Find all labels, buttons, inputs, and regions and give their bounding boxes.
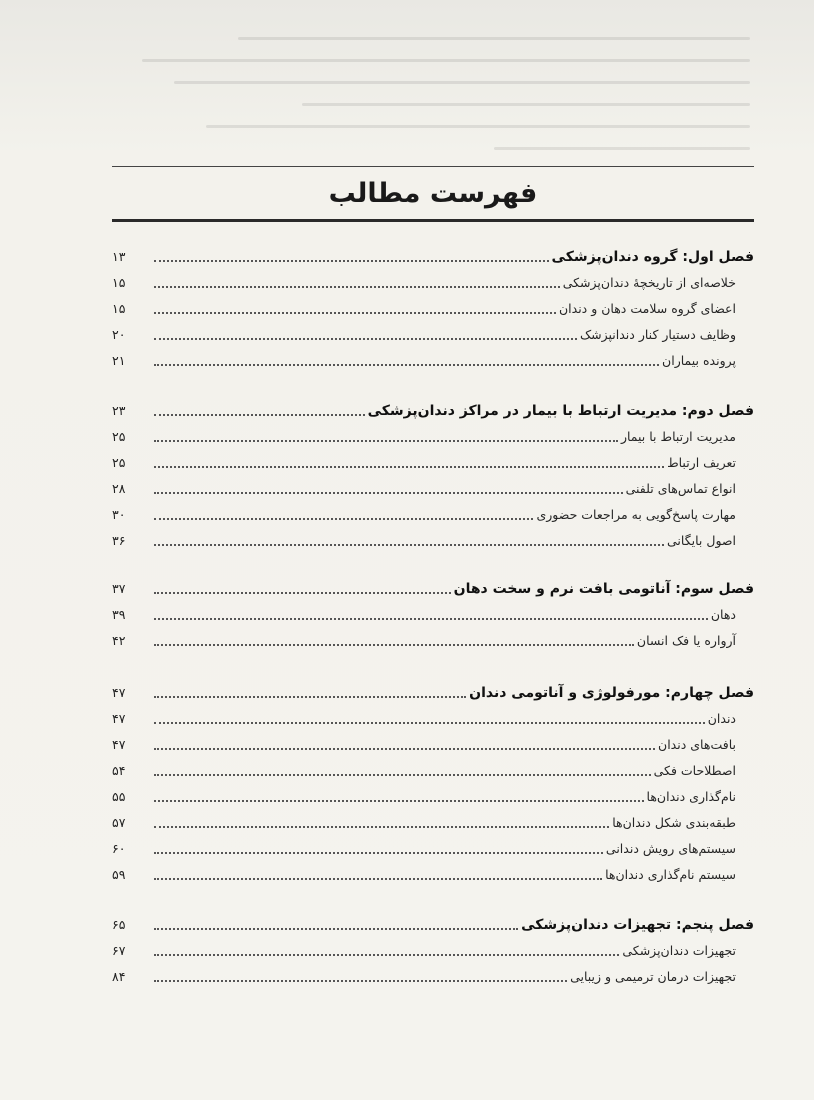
page-number: ۵۵ <box>112 789 126 804</box>
toc-item[interactable] <box>112 270 754 292</box>
item-title: آرواره یا فک انسان <box>636 633 736 648</box>
toc-chapter-4[interactable] <box>112 680 754 702</box>
page-number: ۶۷ <box>112 943 126 958</box>
page-number: ۸۴ <box>112 969 126 984</box>
item-title: وظایف دستیار کنار دندانپزشک <box>579 327 736 342</box>
page-number: ۳۰ <box>112 507 126 522</box>
page-number: ۴۷ <box>112 685 126 700</box>
page-number: ۲۳ <box>112 403 126 418</box>
page-number: ۱۳ <box>112 249 126 264</box>
leader-dots <box>154 414 365 416</box>
toc-item[interactable] <box>112 348 754 370</box>
toc-item[interactable] <box>112 810 754 832</box>
toc-item[interactable] <box>112 322 754 344</box>
toc-item[interactable] <box>112 476 754 498</box>
toc-item[interactable] <box>112 706 754 728</box>
toc-chapter-1[interactable] <box>112 244 754 266</box>
toc-item[interactable] <box>112 862 754 884</box>
item-title: طبقه‌بندی شکل دندان‌ها <box>612 815 736 830</box>
toc-item[interactable] <box>112 732 754 754</box>
chapter-title: فصل اول: گروه دندان‌پزشکی <box>551 249 754 265</box>
page-number: ۲۱ <box>112 353 126 368</box>
item-title: دهان <box>710 607 736 622</box>
leader-dots <box>154 260 549 262</box>
leader-dots <box>154 800 644 802</box>
page-number: ۳۶ <box>112 533 126 548</box>
page-number: ۵۹ <box>112 867 126 882</box>
leader-dots <box>154 364 659 366</box>
toc-item[interactable] <box>112 938 754 960</box>
page-number: ۴۷ <box>112 737 126 752</box>
leader-dots <box>154 466 664 468</box>
chapter-title: فصل دوم: مدیریت ارتباط با بیمار در مراکز دندان‌پزشکی <box>367 403 754 419</box>
leader-dots <box>154 774 651 776</box>
leader-dots <box>154 440 618 442</box>
item-title: تجهیزات دندان‌پزشکی <box>622 943 736 958</box>
toc-chapter-2[interactable] <box>112 398 754 420</box>
page-number: ۱۵ <box>112 275 126 290</box>
page-number: ۱۵ <box>112 301 126 316</box>
page-number: ۲۵ <box>112 429 126 444</box>
leader-dots <box>154 980 567 982</box>
page-number: ۳۹ <box>112 607 126 622</box>
item-title: اصول بایگانی <box>667 533 736 548</box>
chapter-title: فصل چهارم: مورفولوژی و آناتومی دندان <box>469 685 754 701</box>
leader-dots <box>154 618 708 620</box>
leader-dots <box>154 928 518 930</box>
item-title: مدیریت ارتباط با بیمار <box>620 429 736 444</box>
chapter-title: فصل سوم: آناتومی بافت نرم و سخت دهان <box>453 581 754 597</box>
toc-chapter-3[interactable] <box>112 576 754 598</box>
page-number: ۳۷ <box>112 581 126 596</box>
leader-dots <box>154 286 560 288</box>
toc-item[interactable] <box>112 424 754 446</box>
item-title: اصطلاحات فکی <box>653 763 736 778</box>
page-number: ۵۴ <box>112 763 126 778</box>
page-number: ۴۲ <box>112 633 126 648</box>
page-number: ۶۰ <box>112 841 126 856</box>
item-title: سیستم نام‌گذاری دندان‌ها <box>605 867 736 882</box>
leader-dots <box>154 492 623 494</box>
page-number: ۲۰ <box>112 327 126 342</box>
toc-title: فهرست مطالب <box>328 178 538 209</box>
page-number: ۶۵ <box>112 917 126 932</box>
toc-item[interactable] <box>112 602 754 624</box>
toc-item[interactable] <box>112 502 754 524</box>
page-number: ۲۵ <box>112 455 126 470</box>
toc-list <box>112 0 754 1100</box>
toc-item[interactable] <box>112 758 754 780</box>
leader-dots <box>154 518 533 520</box>
toc-item[interactable] <box>112 628 754 650</box>
item-title: انواع تماس‌های تلفنی <box>625 481 736 496</box>
item-title: اعضای گروه سلامت دهان و دندان <box>558 301 736 316</box>
toc-item[interactable] <box>112 964 754 986</box>
toc-item[interactable] <box>112 450 754 472</box>
leader-dots <box>154 544 664 546</box>
leader-dots <box>154 338 577 340</box>
item-title: تعریف ارتباط <box>667 455 736 470</box>
item-title: مهارت پاسخ‌گویی به مراجعات حضوری <box>536 507 736 522</box>
page-number: ۴۷ <box>112 711 126 726</box>
toc-item[interactable] <box>112 296 754 318</box>
leader-dots <box>154 312 556 314</box>
leader-dots <box>154 954 619 956</box>
toc-item[interactable] <box>112 784 754 806</box>
leader-dots <box>154 696 466 698</box>
item-title: دندان <box>707 711 736 726</box>
item-title: خلاصه‌ای از تاریخچهٔ دندان‌پزشکی <box>562 275 736 290</box>
leader-dots <box>154 852 603 854</box>
page-number: ۲۸ <box>112 481 126 496</box>
toc-chapter-5[interactable] <box>112 912 754 934</box>
leader-dots <box>154 748 655 750</box>
chapter-title: فصل پنجم: تجهیزات دندان‌پزشکی <box>521 917 754 933</box>
item-title: بافت‌های دندان <box>658 737 736 752</box>
item-title: تجهیزات درمان ترمیمی و زیبایی <box>570 969 736 984</box>
leader-dots <box>154 592 451 594</box>
toc-item[interactable] <box>112 528 754 550</box>
toc-item[interactable] <box>112 836 754 858</box>
item-title: پرونده بیماران <box>662 353 736 368</box>
page-number: ۵۷ <box>112 815 126 830</box>
leader-dots <box>154 826 609 828</box>
item-title: سیستم‌های رویش دندانی <box>605 841 736 856</box>
leader-dots <box>154 644 634 646</box>
item-title: نام‌گذاری دندان‌ها <box>646 789 736 804</box>
leader-dots <box>154 722 705 724</box>
leader-dots <box>154 878 602 880</box>
